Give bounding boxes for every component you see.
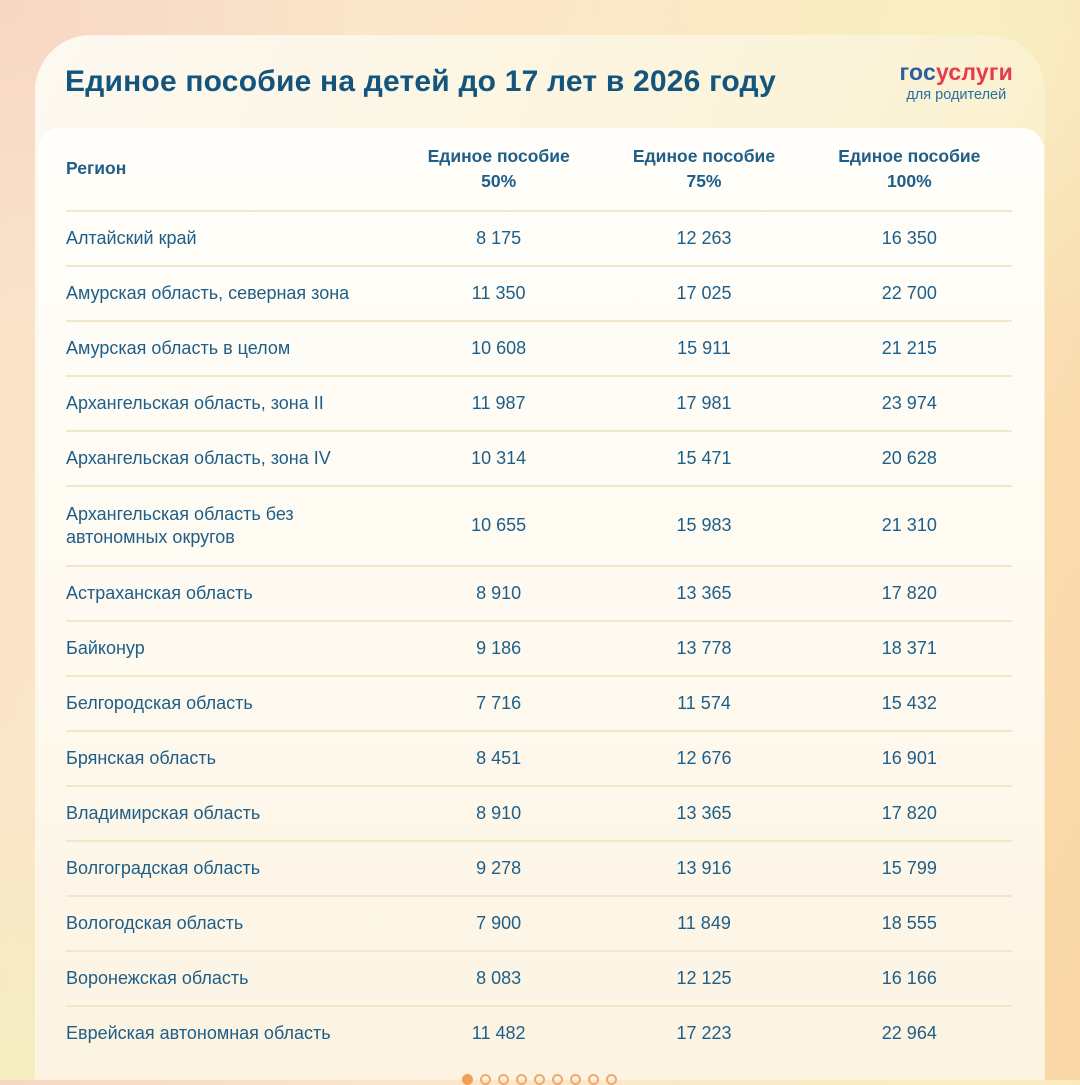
gosuslugi-logo [900,59,1015,104]
column-header-region: Регион [66,158,127,179]
benefit-value: 7 900 [476,912,522,933]
benefit-value: 16 166 [881,967,937,988]
benefit-value: 13 778 [676,637,732,658]
table-row [66,952,1012,1007]
benefit-value: 22 964 [881,1022,937,1043]
benefit-value: 11 849 [677,912,731,933]
benefit-value: 18 371 [881,637,937,658]
benefit-value: 21 310 [881,515,937,536]
benefit-value: 10 655 [471,515,527,536]
region-name: Воронежская область [66,967,249,988]
table-body [66,212,1012,1060]
logo-part-blue: гос [899,58,936,85]
benefit-value: 13 916 [676,857,732,878]
region-name: Амурская область в целом [66,337,291,358]
main-card [35,35,1045,1080]
benefit-value: 17 981 [676,392,732,413]
benefit-value: 15 432 [881,692,937,713]
table-row [66,622,1012,677]
benefit-value: 17 820 [881,802,937,823]
benefit-value: 11 482 [471,1022,526,1043]
benefit-value: 16 901 [881,747,937,768]
table-row [66,1007,1012,1060]
table-row [66,842,1012,897]
region-name: Волгоградская область [66,857,261,878]
benefit-value: 15 799 [881,857,937,878]
logo-subtitle: для родителей [906,87,1007,104]
benefit-value: 12 263 [676,227,732,248]
column-header-100 [807,144,1012,195]
region-name: Еврейская автономная область [66,1022,331,1043]
region-name: Брянская область [66,747,216,768]
region-name: Белгородская область [66,692,253,713]
benefit-value: 16 350 [881,227,937,248]
benefit-value: 23 974 [881,392,937,413]
region-name: Архангельская область без автономных округов [66,503,294,547]
table-row [66,432,1012,487]
benefit-value: 7 716 [476,692,522,713]
table-row [66,897,1012,952]
benefit-value: 20 628 [881,447,937,468]
region-name: Вологодская область [66,912,244,933]
benefits-table-card [38,128,1044,1080]
table-row [66,487,1012,567]
table-row [66,567,1012,622]
benefit-value: 9 278 [476,857,522,878]
benefit-value: 18 555 [881,912,937,933]
table-row [66,787,1012,842]
column-header-50-line2: 50% [481,171,517,191]
column-header-75 [601,144,806,195]
table-row [66,732,1012,787]
column-header-50 [396,144,601,195]
benefit-value: 17 223 [676,1022,732,1043]
column-header-50-line1: Единое пособие [427,145,570,166]
table-row [66,377,1012,432]
gosuslugi-logo-wordmark [900,59,1013,85]
table-header-row [66,128,1012,212]
benefit-value: 8 451 [476,747,522,768]
page-title: Единое пособие на детей до 17 лет в 2026 году [65,64,776,98]
benefit-value: 10 314 [471,447,527,468]
benefit-value: 21 215 [881,337,937,358]
benefit-value: 11 574 [677,692,731,713]
region-name: Байконур [66,637,145,658]
benefit-value: 8 910 [476,802,522,823]
benefit-value: 8 910 [476,582,522,603]
benefit-value: 12 676 [676,747,732,768]
benefit-value: 15 471 [676,447,732,468]
benefit-value: 17 820 [881,582,937,603]
card-header [35,35,1045,128]
region-name: Архангельская область, зона IV [66,447,331,468]
region-name: Алтайский край [66,227,197,248]
benefit-value: 10 608 [471,337,527,358]
benefit-value: 22 700 [881,282,937,303]
benefit-value: 11 350 [471,282,526,303]
table-row [66,212,1012,267]
table-row [66,322,1012,377]
benefit-value: 15 983 [676,515,732,536]
benefit-value: 13 365 [676,582,732,603]
column-header-75-line1: Единое пособие [632,145,776,166]
region-name: Астраханская область [66,582,253,603]
column-header-100-line1: Единое пособие [838,145,981,166]
column-header-75-line2: 75% [686,171,722,191]
benefit-value: 12 125 [676,967,732,988]
region-name: Амурская область, северная зона [66,282,350,303]
logo-part-red: услуги [935,58,1013,85]
table-row [66,677,1012,732]
benefit-value: 15 911 [677,337,731,358]
benefit-value: 13 365 [676,802,732,823]
region-name: Владимирская область [66,802,261,823]
table-row [66,267,1012,322]
column-header-100-line2: 100% [886,171,932,191]
benefit-value: 9 186 [476,637,522,658]
benefit-value: 8 083 [476,967,522,988]
benefit-value: 17 025 [676,282,732,303]
benefit-value: 8 175 [476,227,522,248]
benefit-value: 11 987 [471,392,526,413]
region-name: Архангельская область, зона II [66,392,324,413]
